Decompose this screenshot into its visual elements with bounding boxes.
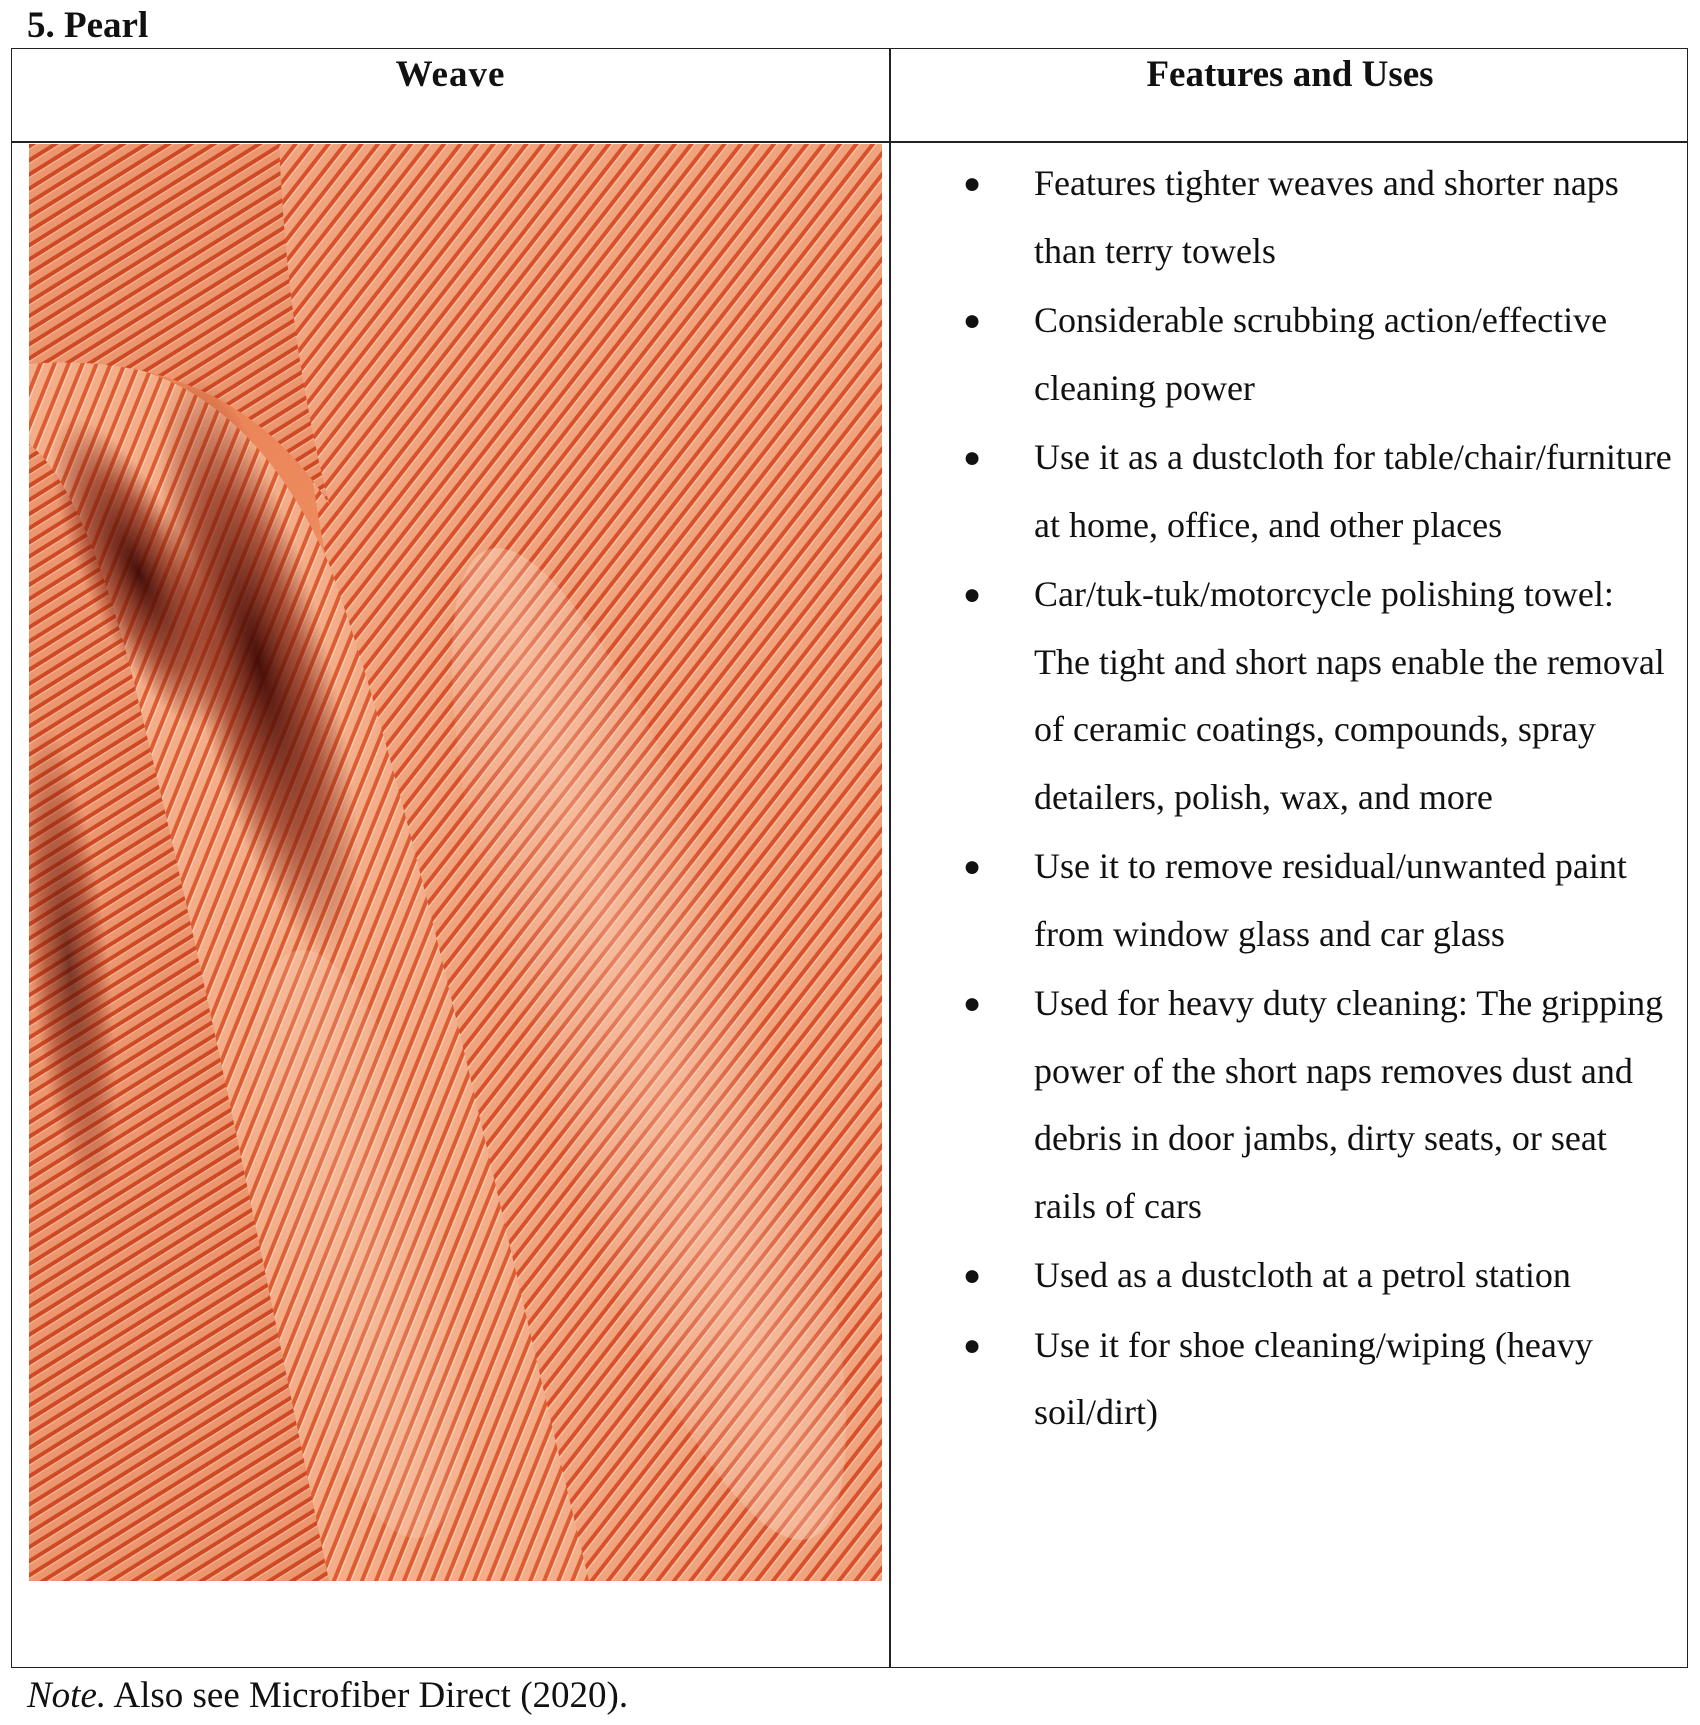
- feature-text: Considerable scrubbing action/effective cleaning power: [1034, 300, 1608, 408]
- bullet-icon: ●: [963, 987, 982, 1020]
- note-text: Also see Microfiber Direct (2020).: [106, 1675, 629, 1716]
- section-title: 5. Pearl: [27, 5, 149, 46]
- bullet-icon: ●: [963, 304, 982, 337]
- features-list: [891, 150, 1681, 1449]
- bullet-icon: ●: [963, 1328, 982, 1362]
- weave-column-header: Weave: [395, 54, 506, 95]
- feature-text: Use it for shoe cleaning/wiping (heavy soil/dirt): [1034, 1324, 1593, 1432]
- features-table: [11, 48, 1688, 1668]
- bullet-icon: ●: [963, 850, 982, 883]
- list-item: [891, 970, 1681, 1240]
- feature-text: Features tighter weaves and shorter naps than terry towels: [1034, 163, 1619, 271]
- note-label: Note.: [27, 1675, 107, 1716]
- list-item: [891, 150, 1681, 285]
- table-note: [27, 1670, 628, 1722]
- feature-text: Used as a dustcloth at a petrol station: [1034, 1255, 1571, 1295]
- list-item: [891, 1312, 1681, 1447]
- features-column-header: Features and Uses: [1146, 54, 1434, 95]
- bullet-icon: ●: [963, 1259, 982, 1292]
- list-item: [891, 1242, 1681, 1310]
- feature-text: Use it as a dustcloth for table/chair/furniture at home, office, and other places: [1034, 437, 1672, 545]
- feature-text: Use it to remove residual/unwanted paint from window glass and car glass: [1034, 846, 1627, 954]
- list-item: [891, 287, 1681, 422]
- header-row-divider: [12, 141, 1687, 143]
- bullet-icon: ●: [963, 441, 982, 474]
- list-item: [891, 424, 1681, 559]
- feature-text: Used for heavy duty cleaning: The gripping power of the short naps removes dust and debris in door jambs, dirty seats, or seat rails of cars: [1034, 983, 1664, 1226]
- list-item: [891, 833, 1681, 968]
- pearl-weave-image: [29, 144, 882, 1581]
- bullet-icon: ●: [963, 167, 982, 200]
- list-item: [891, 561, 1681, 831]
- bullet-icon: ●: [963, 578, 982, 611]
- feature-text: Car/tuk-tuk/motorcycle polishing towel: The tight and short naps enable the removal of ceramic coatings, compounds, spray detailers, polish, wax, and more: [1034, 574, 1665, 817]
